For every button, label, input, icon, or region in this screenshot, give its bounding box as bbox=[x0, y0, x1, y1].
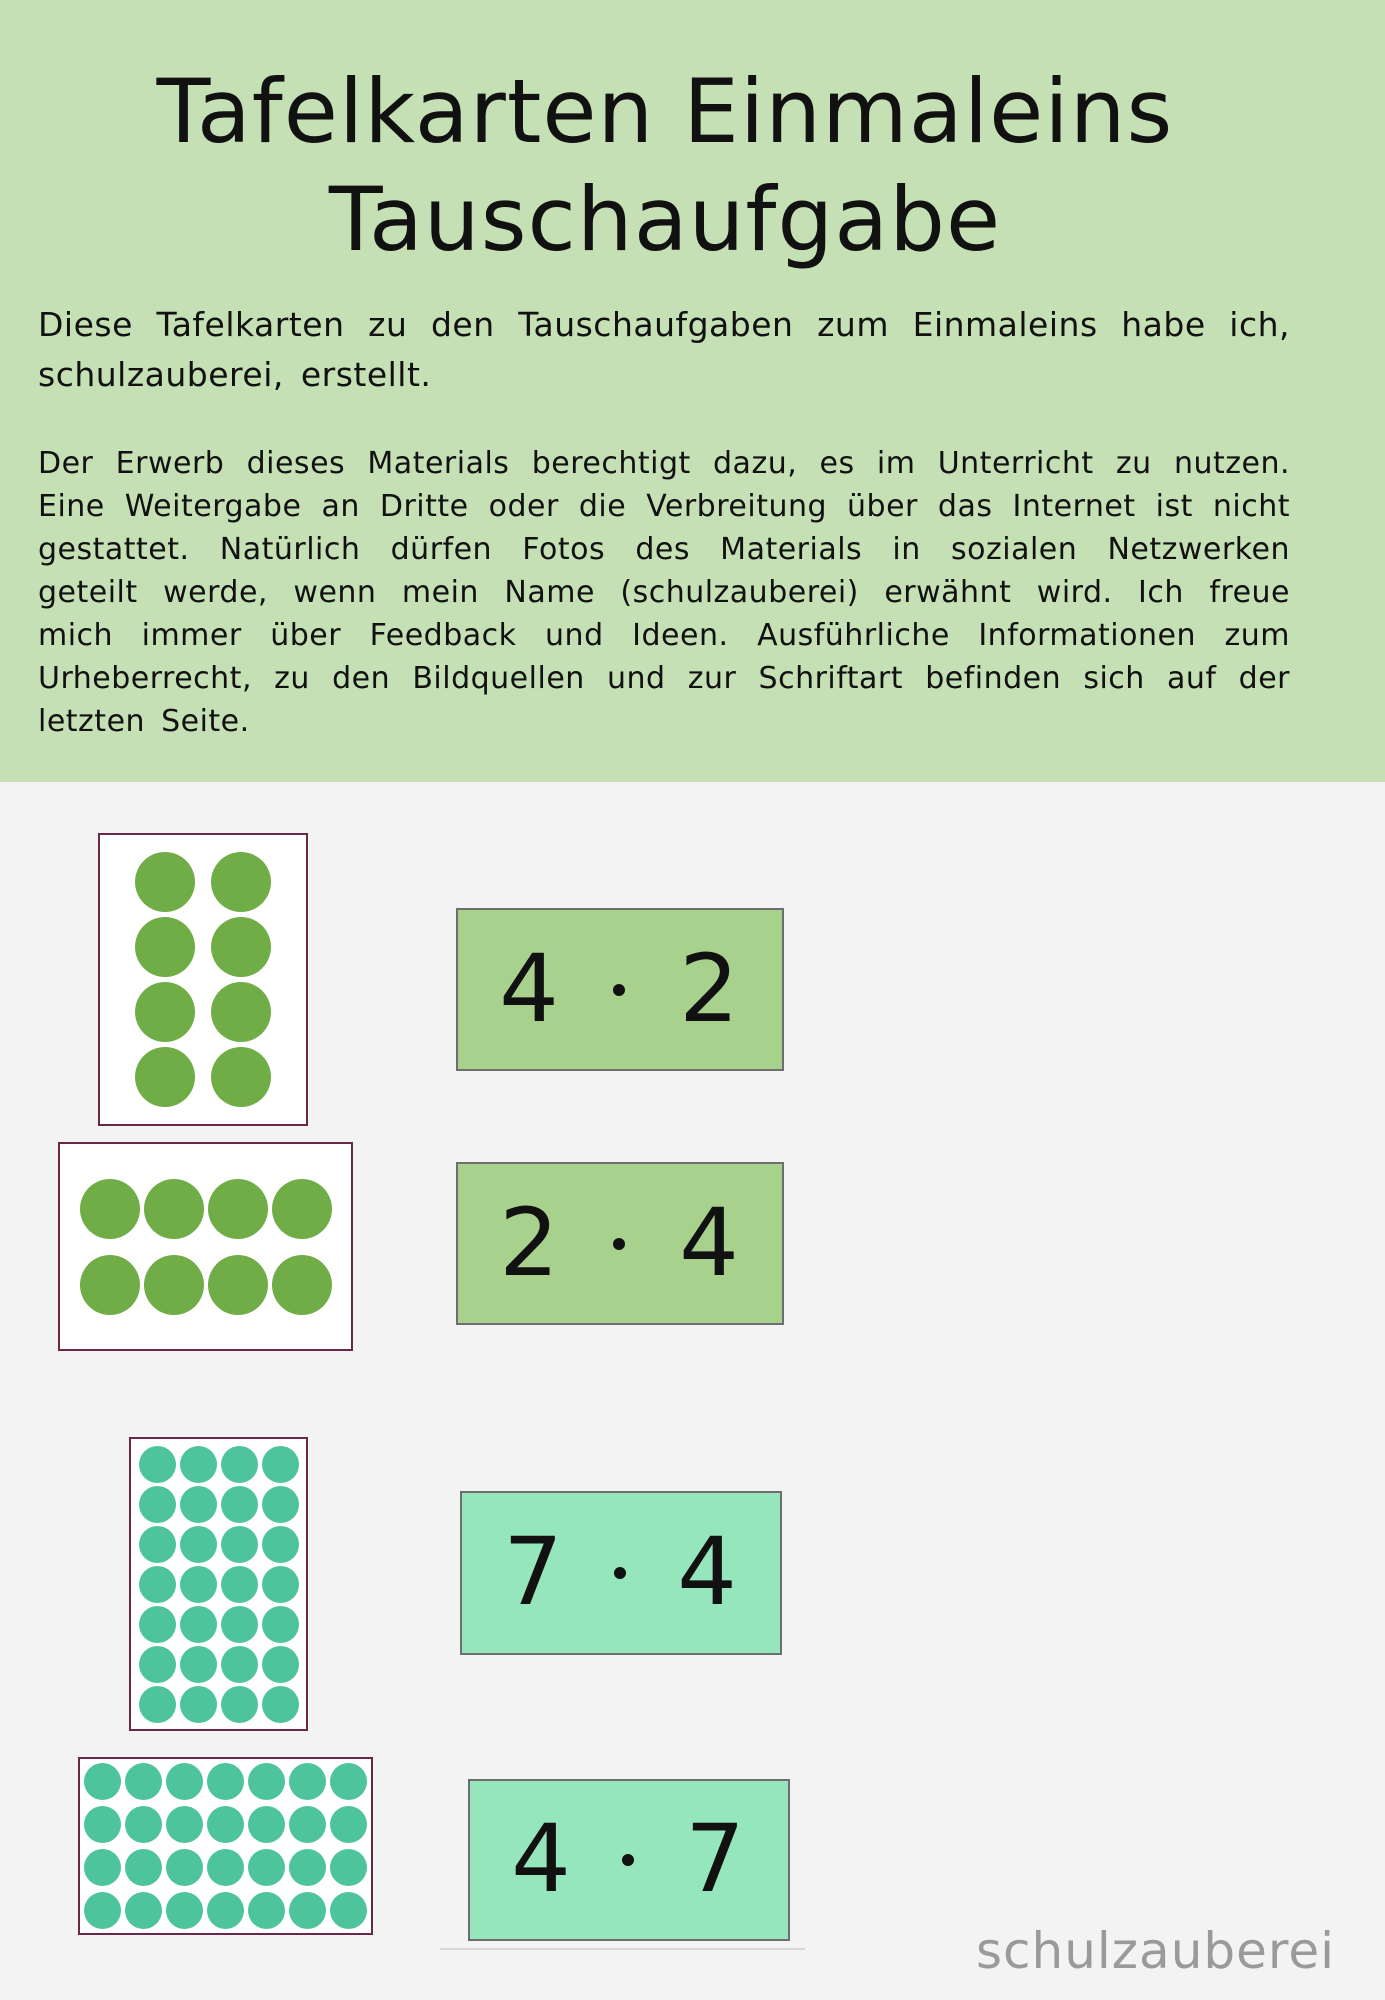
counter-dot bbox=[208, 1255, 268, 1315]
counter-dot bbox=[144, 1255, 204, 1315]
counter-dot bbox=[180, 1486, 217, 1523]
dot-card-7x4 bbox=[129, 1437, 308, 1731]
counter-dot bbox=[221, 1446, 258, 1483]
counter-dot bbox=[262, 1606, 299, 1643]
dot-card-4x2 bbox=[98, 833, 308, 1126]
counter-dot bbox=[135, 852, 195, 912]
counter-dot bbox=[135, 982, 195, 1042]
counter-dot bbox=[262, 1486, 299, 1523]
counter-dot bbox=[330, 1849, 367, 1886]
counter-dot bbox=[135, 917, 195, 977]
counter-dot bbox=[248, 1892, 285, 1929]
counter-dot bbox=[84, 1892, 121, 1929]
task-factor-b: 7 bbox=[685, 1805, 745, 1914]
counter-dot bbox=[125, 1806, 162, 1843]
counter-dot bbox=[166, 1806, 203, 1843]
counter-dot bbox=[84, 1806, 121, 1843]
counter-dot bbox=[207, 1892, 244, 1929]
counter-dot bbox=[180, 1446, 217, 1483]
brand-watermark: schulzauberei bbox=[976, 1922, 1335, 1980]
counter-dot bbox=[289, 1892, 326, 1929]
counter-dot bbox=[166, 1849, 203, 1886]
counter-dot bbox=[211, 1047, 271, 1107]
counter-dot bbox=[166, 1763, 203, 1800]
counter-dot bbox=[166, 1892, 203, 1929]
task-factor-a: 2 bbox=[499, 1188, 559, 1298]
task-card-2-times-4 bbox=[456, 1162, 784, 1325]
counter-dot bbox=[248, 1849, 285, 1886]
counter-dot bbox=[221, 1486, 258, 1523]
counter-dot bbox=[139, 1446, 176, 1483]
counter-dot bbox=[289, 1763, 326, 1800]
counter-dot bbox=[180, 1646, 217, 1683]
counter-dot bbox=[221, 1606, 258, 1643]
task-factor-a: 4 bbox=[511, 1805, 571, 1914]
task-factor-b: 4 bbox=[677, 1518, 737, 1627]
multiply-dot-icon bbox=[622, 1854, 634, 1866]
counter-dot bbox=[272, 1255, 332, 1315]
page-subtitle: Tauschaufgabe bbox=[328, 168, 1002, 271]
task-factor-b: 4 bbox=[679, 1188, 739, 1298]
counter-dot bbox=[180, 1566, 217, 1603]
task-factor-b: 2 bbox=[679, 934, 739, 1044]
counter-dot bbox=[180, 1606, 217, 1643]
counter-dot bbox=[221, 1686, 258, 1723]
counter-dot bbox=[207, 1806, 244, 1843]
counter-dot bbox=[211, 852, 271, 912]
counter-dot bbox=[330, 1763, 367, 1800]
task-card-7-times-4 bbox=[460, 1491, 782, 1655]
counter-dot bbox=[139, 1646, 176, 1683]
intro-paragraph: Diese Tafelkarten zu den Tauschaufgaben zum Einmaleins habe ich, schulzauberei, erstellt. bbox=[38, 305, 1290, 394]
counter-dot bbox=[80, 1255, 140, 1315]
multiply-dot-icon bbox=[613, 984, 625, 996]
counter-dot bbox=[221, 1526, 258, 1563]
counter-dot bbox=[144, 1179, 204, 1239]
license-paragraph: Der Erwerb dieses Materials berechtigt dazu, es im Unterricht zu nutzen. Eine Weitergabe an Dritte oder die Verbreitung über das Internet ist nicht gestattet. Natürlich dürfen Fotos des Materials in sozialen Netzwerken geteilt werde, wenn mein Name (schulzauberei) erwähnt wird. Ich freue mich immer über Feedback und Ideen. Ausführliche Informationen zum Urheberrecht, zu den Bildquellen und zur Schriftart befinden sich auf der letzten Seite. bbox=[38, 446, 1290, 739]
counter-dot bbox=[207, 1849, 244, 1886]
task-factor-a: 4 bbox=[499, 934, 559, 1044]
counter-dot bbox=[248, 1806, 285, 1843]
counter-dot bbox=[262, 1646, 299, 1683]
counter-dot bbox=[139, 1606, 176, 1643]
counter-dot bbox=[180, 1526, 217, 1563]
counter-dot bbox=[289, 1806, 326, 1843]
counter-dot bbox=[84, 1849, 121, 1886]
counter-dot bbox=[207, 1763, 244, 1800]
header-panel bbox=[0, 0, 1385, 782]
counter-dot bbox=[262, 1566, 299, 1603]
counter-dot bbox=[84, 1763, 121, 1800]
counter-dot bbox=[211, 982, 271, 1042]
multiply-dot-icon bbox=[613, 1238, 625, 1250]
counter-dot bbox=[139, 1686, 176, 1723]
counter-dot bbox=[211, 917, 271, 977]
divider-line bbox=[440, 1948, 805, 1950]
counter-dot bbox=[289, 1849, 326, 1886]
multiply-dot-icon bbox=[614, 1567, 626, 1579]
task-card-4-times-7 bbox=[468, 1779, 790, 1941]
dot-card-2x4 bbox=[58, 1142, 353, 1351]
counter-dot bbox=[262, 1446, 299, 1483]
counter-dot bbox=[125, 1849, 162, 1886]
counter-dot bbox=[139, 1526, 176, 1563]
counter-dot bbox=[330, 1806, 367, 1843]
counter-dot bbox=[125, 1763, 162, 1800]
dot-card-4x7 bbox=[78, 1757, 373, 1935]
counter-dot bbox=[135, 1047, 195, 1107]
counter-dot bbox=[262, 1526, 299, 1563]
counter-dot bbox=[139, 1566, 176, 1603]
counter-dot bbox=[80, 1179, 140, 1239]
counter-dot bbox=[221, 1646, 258, 1683]
task-factor-a: 7 bbox=[503, 1518, 563, 1627]
task-card-4-times-2 bbox=[456, 908, 784, 1071]
counter-dot bbox=[330, 1892, 367, 1929]
counter-dot bbox=[180, 1686, 217, 1723]
counter-dot bbox=[221, 1566, 258, 1603]
counter-dot bbox=[262, 1686, 299, 1723]
counter-dot bbox=[125, 1892, 162, 1929]
counter-dot bbox=[208, 1179, 268, 1239]
counter-dot bbox=[248, 1763, 285, 1800]
counter-dot bbox=[272, 1179, 332, 1239]
counter-dot bbox=[139, 1486, 176, 1523]
page-title: Tafelkarten Einmaleins bbox=[156, 60, 1174, 163]
